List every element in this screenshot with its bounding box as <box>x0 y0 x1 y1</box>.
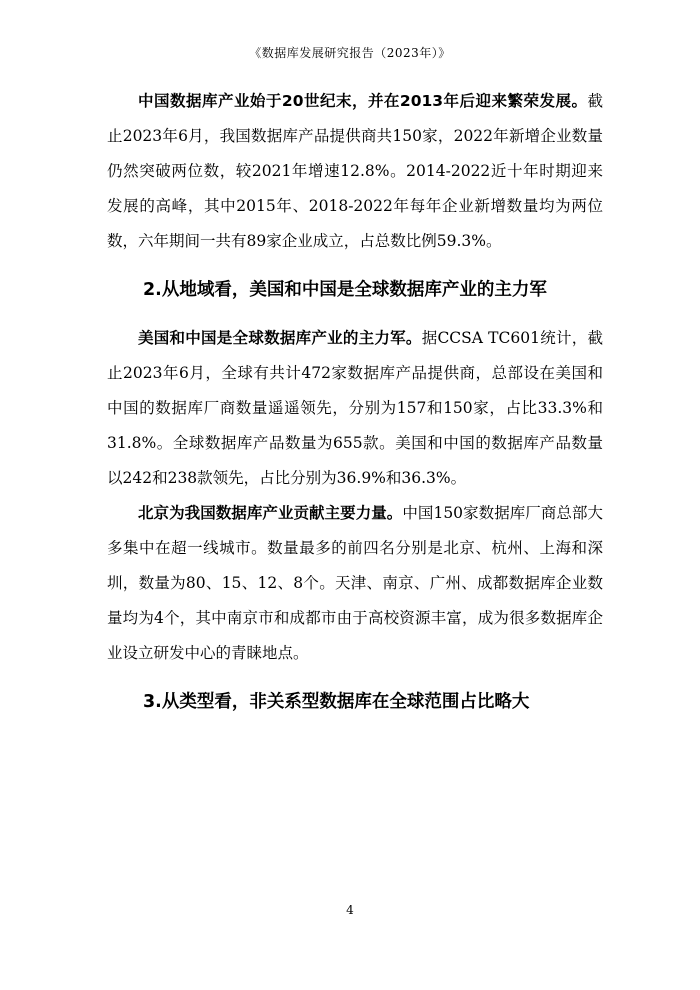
paragraph-beijing-contribution <box>107 496 603 671</box>
paragraph-text: 据CCSA TC601统计，截止2023年6月，全球有共计472家数据库产品提供商，总部设在美国和中国的数据库厂商数量遥遥领先，分别为157和150家，占比33.3%和31.8%。全球数据库产品数量为655款。美国和中国的数据库产品数量以242和238款领先，占比分别为36.9%和36.3%。 <box>107 329 603 487</box>
paragraph-lead: 中国数据库产业始于20世纪末，并在2013年后迎来繁荣发展。 <box>138 92 588 110</box>
section-heading-region: 2.从地域看，美国和中国是全球数据库产业的主力军 <box>143 280 547 300</box>
paragraph-text: 中国150家数据库厂商总部大多集中在超一线城市。数量最多的前四名分别是北京、杭州、上海和深圳，数量为80、15、12、8个。天津、南京、广州、成都数据库企业数量均为4个，其中南京市和成都市由于高校资源丰富，成为很多数据库企业设立研发中心的青睐地点。 <box>107 504 603 662</box>
report-header: 《数据库发展研究报告（2023年）》 <box>249 46 451 60</box>
paragraph-us-china-leaders <box>107 321 603 496</box>
paragraph-china-industry-history <box>107 84 603 259</box>
section-heading-type: 3.从类型看，非关系型数据库在全球范围占比略大 <box>143 692 530 712</box>
page-number: 4 <box>346 903 354 917</box>
paragraph-lead: 美国和中国是全球数据库产业的主力军。 <box>138 329 422 347</box>
document-body <box>107 84 603 733</box>
paragraph-text: 截止2023年6月，我国数据库产品提供商共150家，2022年新增企业数量仍然突破两位数，较2021年增速12.8%。2014-2022近十年时期迎来发展的高峰，其中2015年、2018-2022年每年企业新增数量均为两位数，六年期间一共有89家企业成立，占总数比例59.3%。 <box>107 92 603 250</box>
paragraph-lead: 北京为我国数据库产业贡献主要力量。 <box>138 504 403 522</box>
